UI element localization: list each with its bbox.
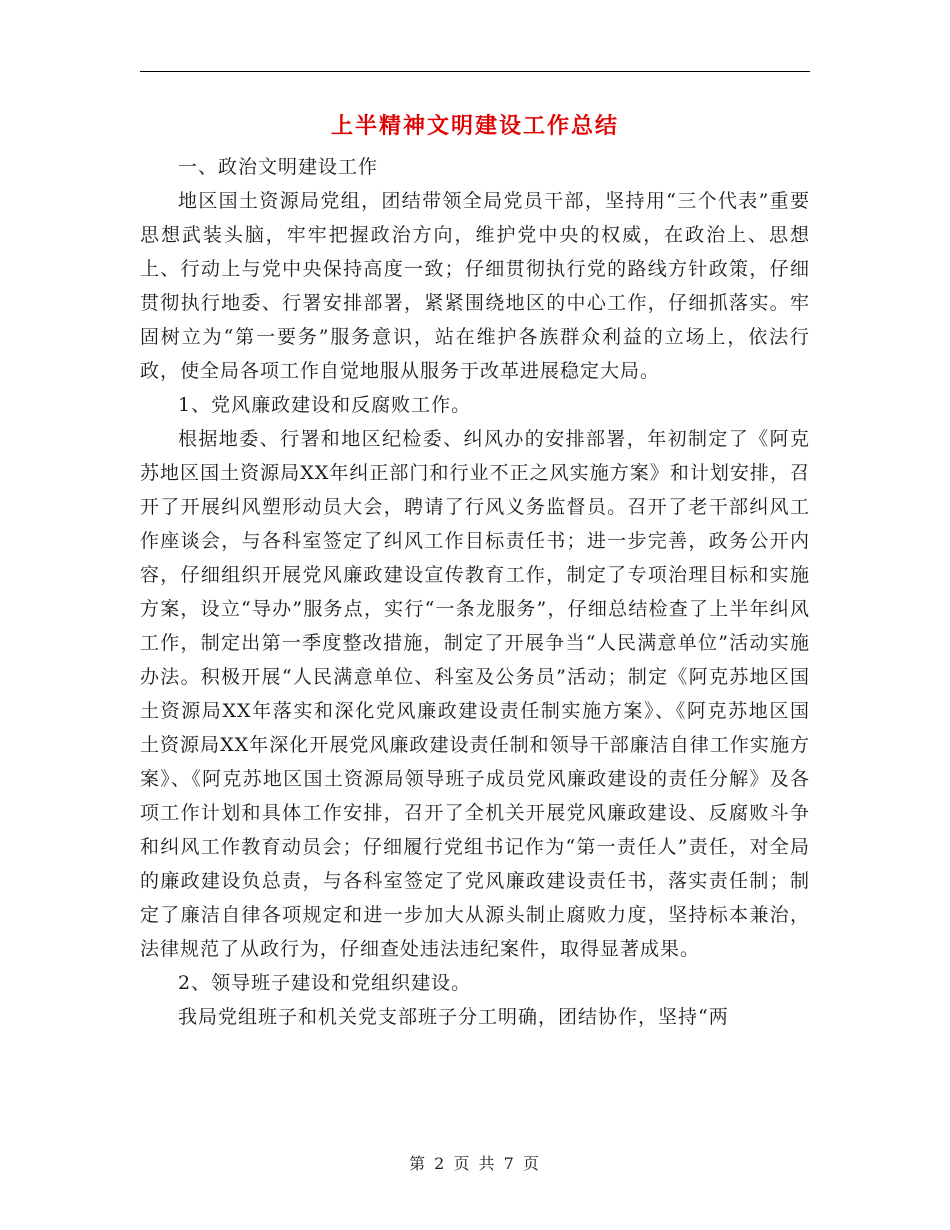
subsection-heading-integrity: 1、党风廉政建设和反腐败工作。 <box>178 394 472 416</box>
document-title: 上半精神文明建设工作总结 <box>330 113 619 139</box>
section-heading-political: 一、政治文明建设工作 <box>178 156 379 178</box>
paragraph-integrity-work: 根据地委、行署和地区纪检委、纠风办的安排部署，年初制定了《阿克苏地区国土资源局XX年纠正部门和行业不正之风实施方案》和计划安排，召开了开展纠风塑形动员大会，聘请了行风义务监督员。召开了老干部纠风工作座谈会，与各科室签定了纠风工作目标责任书；进一步完善，政务公开内容，仔细组织开展党风廉政建设宣传教育工作，制定了专项治理目标和实施方案，设立“导办”服务点，实行“一条龙服务”，仔细总结检查了上半年纠风工作，制定出第一季度整改措施，制定了开展争当“人民满意单位”活动实施办法。积极开展“人民满意单位、科室及公务员”活动；制定《阿克苏地区国土资源局XX年落实和深化党风廉政建设责任制实施方案》、《阿克苏地区国土资源局XX年深化开展党风廉政建设责任制和领导干部廉洁自律工作实施方案》、《阿克苏地区国土资源局领导班子成员党风廉政建设的责任分解》及各项工作计划和具体工作安排，召开了全机关开展党风廉政建设、反腐败斗争和纠风工作教育动员会；仔细履行党组书记作为“第一责任人”责任，对全局的廉政建设负总责，与各科室签定了党风廉政建设责任书，落实责任制；制定了廉洁自律各项规定和进一步加大从源头制止腐败力度，坚持标本兼治，法律规范了从政行为，仔细查处违法违纪案件，取得显著成果。 <box>140 428 810 960</box>
paragraph-political-overview: 地区国土资源局党组，团结带领全局党员干部，坚持用“三个代表”重要思想武装头脑，牢牢把握政治方向，维护党中央的权威，在政治上、思想上、行动上与党中央保持高度一致；仔细贯彻执行党的路线方针政策，仔细贯彻执行地委、行署安排部署，紧紧围绕地区的中心工作，仔细抓落实。牢固树立为“第一要务”服务意识，站在维护各族群众利益的立场上，依法行政，使全局各项工作自觉地服从服务于改革进展稳定大局。 <box>140 190 810 382</box>
document-body <box>140 150 810 1034</box>
paragraph-leadership-start: 我局党组班子和机关党支部班子分工明确，团结协作，坚持“两 <box>178 1006 729 1028</box>
header-rule <box>140 71 810 72</box>
page-number: 第 2 页 共 7 页 <box>409 1154 541 1173</box>
subsection-heading-leadership: 2、领导班子建设和党组织建设。 <box>178 972 472 994</box>
